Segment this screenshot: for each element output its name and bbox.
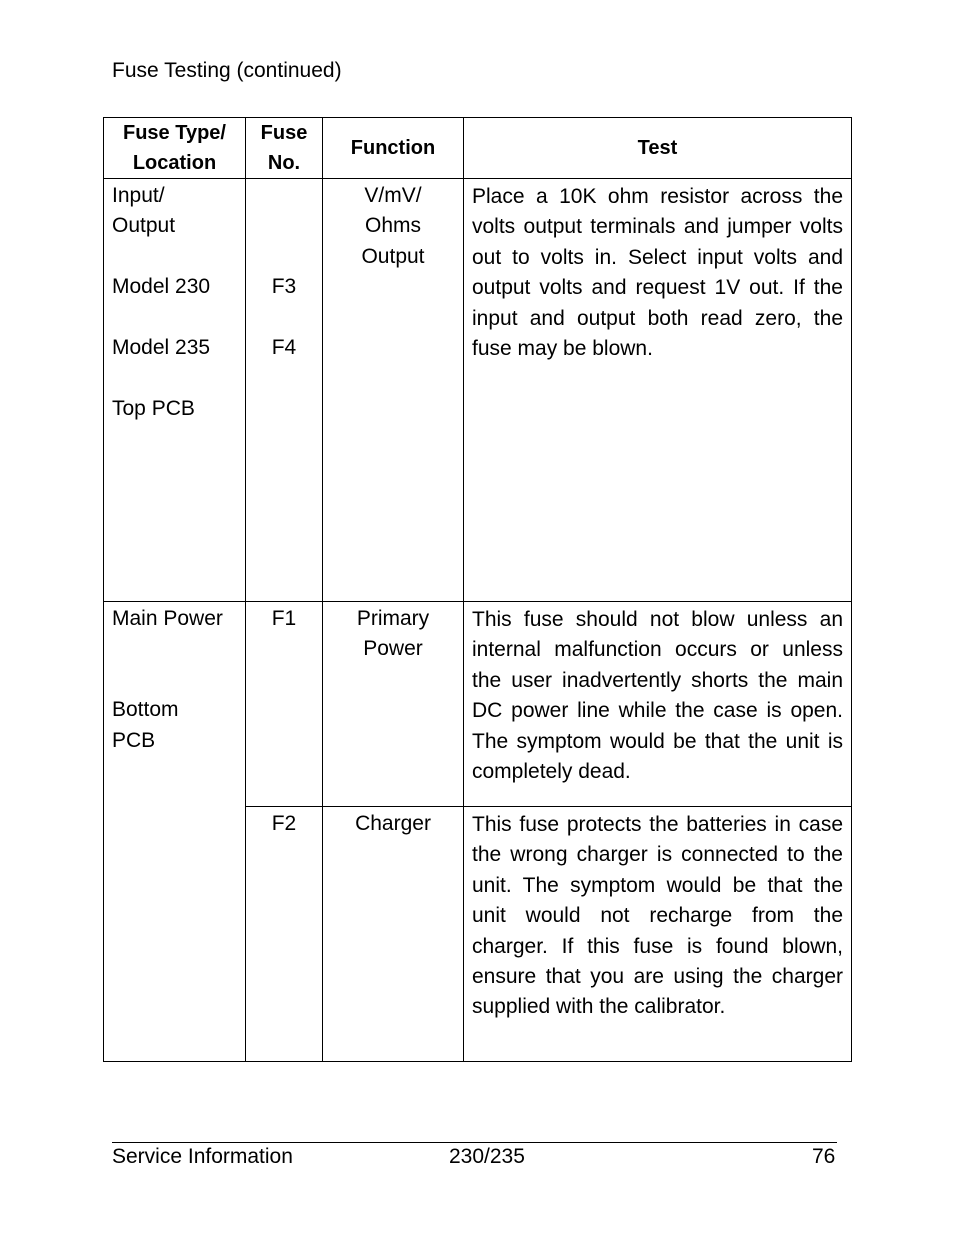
function-cell (323, 807, 464, 1062)
test-cell (464, 602, 852, 807)
fuse-no-cell (246, 179, 323, 602)
test-text: This fuse protects the batteries in case the wrong charger is connected to the unit. The symptom would be that the unit would not recharge from the charger. If this fuse is found blown, ensure that you are using the charger supplied with the calibrator. (472, 813, 843, 1019)
header-fuse-type-location (104, 118, 246, 179)
footer-page-number: 76 (812, 1145, 836, 1168)
location-cell (104, 602, 246, 1062)
cell-line: F2 (271, 812, 297, 835)
table-row (104, 602, 852, 807)
test-text: This fuse should not blow unless an internal malfunction occurs or unless the user inadvertently shorts the main DC power line while the case is open. The symptom would be that the unit is completely dead. (472, 608, 843, 784)
location-cell (104, 179, 246, 602)
spacer (254, 242, 314, 272)
table-header-row (104, 118, 852, 179)
cell-line: Ohms (364, 214, 421, 238)
spacer (254, 181, 314, 211)
cell-line: Charger (355, 812, 431, 835)
cell-line: Model 235 (112, 336, 211, 359)
spacer (254, 211, 314, 241)
spacer (254, 303, 314, 333)
spacer (112, 303, 237, 333)
fuse-no-cell (246, 602, 323, 807)
cell-line: Output (112, 214, 176, 238)
spacer (112, 242, 237, 272)
cell-line: Primary (356, 607, 430, 630)
header-test: Test (464, 118, 852, 179)
header-text: Fuse (260, 122, 308, 144)
header-text: Location (132, 152, 217, 174)
cell-line: Main Power (112, 607, 223, 630)
fuse-no-cell (246, 807, 323, 1062)
cell-line: F4 (271, 335, 297, 359)
footer-divider (112, 1142, 837, 1143)
cell-line: Top PCB (112, 396, 195, 420)
cell-line: V/mV/ (364, 184, 422, 207)
spacer (112, 634, 237, 664)
footer-model: 230/235 (449, 1145, 525, 1168)
cell-line: F1 (271, 607, 297, 630)
spacer (112, 665, 237, 695)
header-text: Fuse Type/ (123, 122, 226, 144)
cell-line: Input/ (112, 184, 165, 207)
cell-line: Output (361, 244, 425, 268)
header-text: No. (267, 152, 301, 174)
cell-line: PCB (112, 728, 156, 752)
header-fuse-no (246, 118, 323, 179)
spacer (112, 363, 237, 393)
page-heading: Fuse Testing (continued) (112, 59, 342, 82)
fuse-table (103, 117, 852, 1062)
function-cell (323, 602, 464, 807)
cell-line: Power (363, 637, 423, 661)
test-cell (464, 807, 852, 1062)
cell-line: Bottom (112, 698, 179, 722)
function-cell (323, 179, 464, 602)
test-text: Place a 10K ohm resistor across the volts output terminals and jumper volts out to volts in. Select input volts and output volts and request 1V out. If the input and output both read zero, the fuse may be blown. (472, 185, 843, 361)
cell-line: F3 (271, 275, 297, 299)
header-function: Function (323, 118, 464, 179)
cell-line: Model 230 (112, 275, 211, 299)
table-row (104, 179, 852, 602)
footer-section-title: Service Information (112, 1145, 293, 1168)
test-cell (464, 179, 852, 602)
